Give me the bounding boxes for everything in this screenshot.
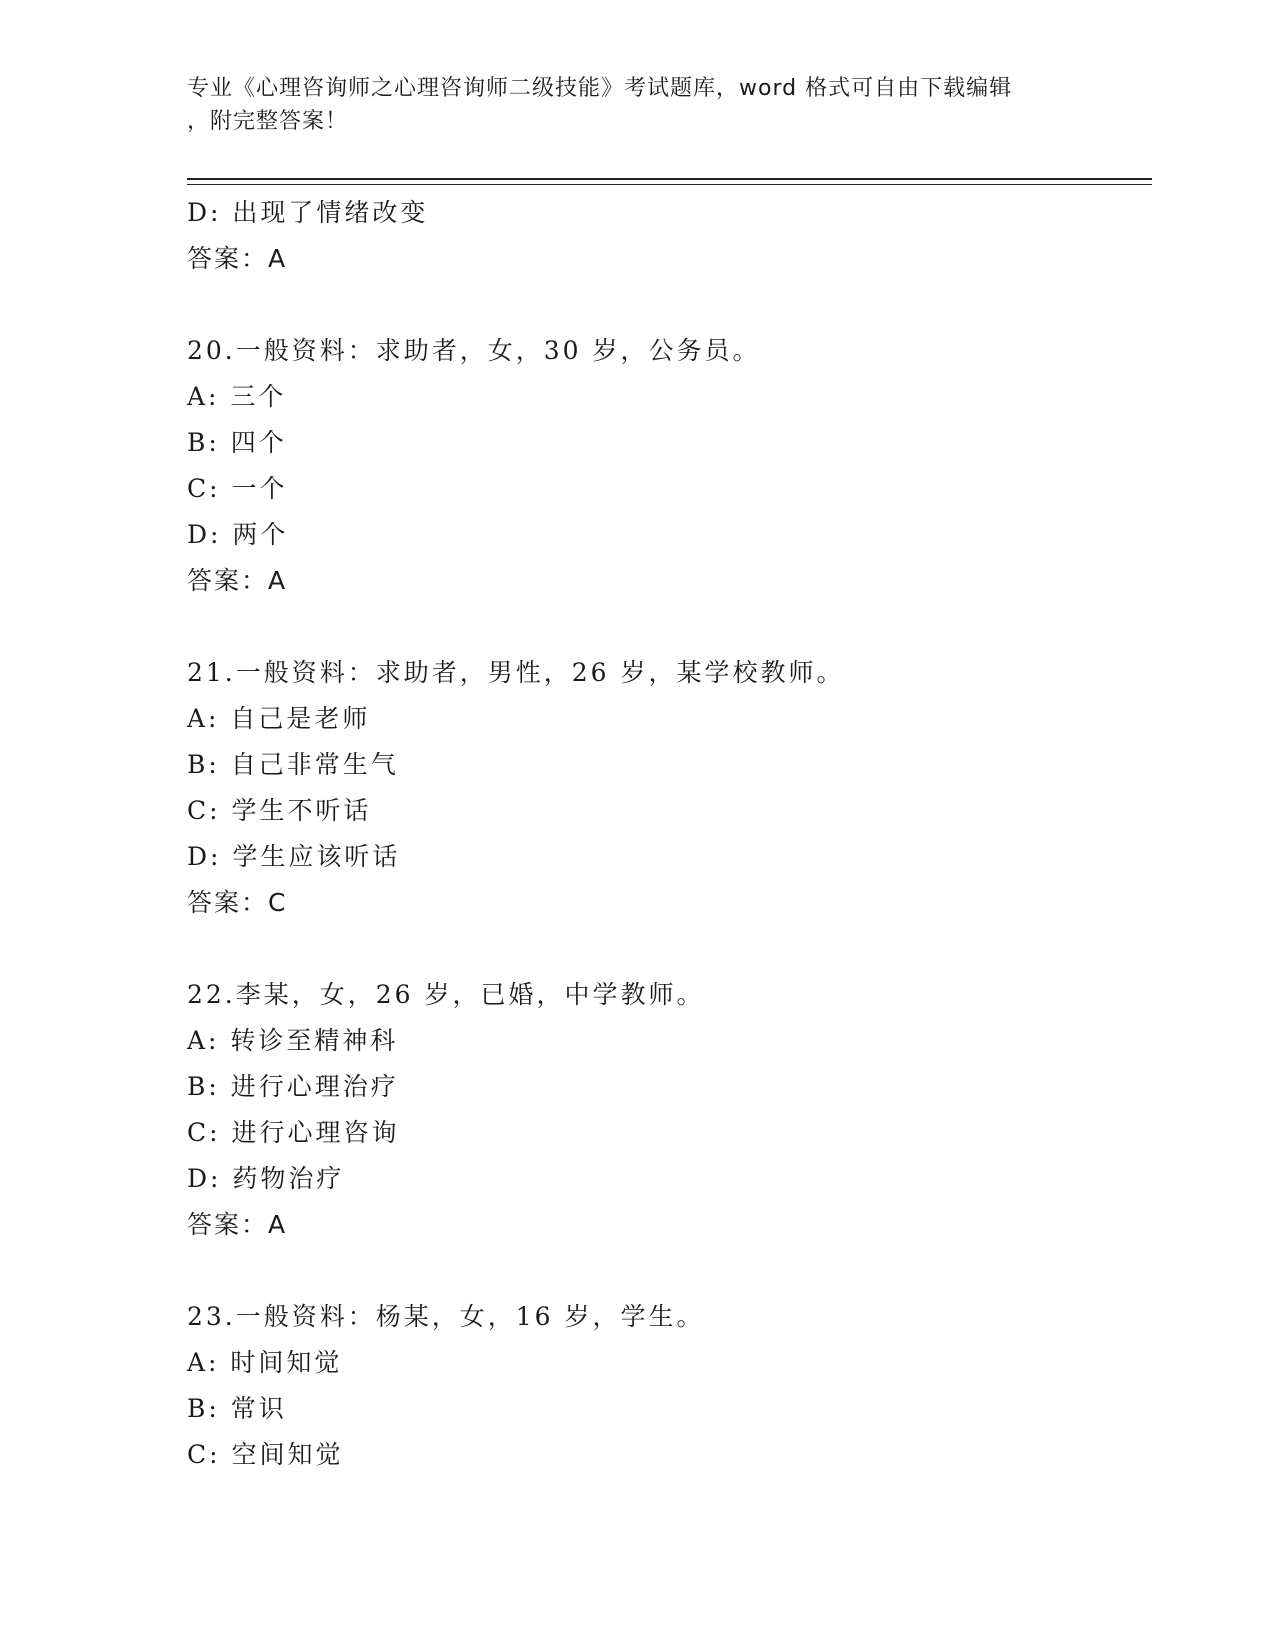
prev-question-answer: 答案：A xyxy=(187,244,288,273)
option-c: C: 学生不听话 xyxy=(187,796,372,825)
question-stem: 21.一般资料：求助者，男性，26 岁，某学校教师。 xyxy=(187,658,845,687)
header-title-line-1: 专业《心理咨询师之心理咨询师二级技能》考试题库，word 格式可自由下载编辑 xyxy=(187,76,1013,101)
option-d: D: 两个 xyxy=(187,520,289,549)
option-a: A: 时间知觉 xyxy=(187,1348,343,1377)
spacer xyxy=(187,282,1147,328)
question-21 xyxy=(187,650,1147,926)
option-c: C: 空间知觉 xyxy=(187,1440,344,1469)
spacer xyxy=(187,604,1147,650)
option-c: C: 一个 xyxy=(187,474,288,503)
question-list xyxy=(187,190,1147,1478)
header-divider-thick xyxy=(187,178,1152,180)
question-stem: 22.李某，女，26 岁，已婚，中学教师。 xyxy=(187,980,705,1009)
question-23 xyxy=(187,1294,1147,1478)
question-22 xyxy=(187,972,1147,1248)
option-d: D: 药物治疗 xyxy=(187,1164,345,1193)
option-a: A: 自己是老师 xyxy=(187,704,371,733)
answer: 答案：A xyxy=(187,1210,288,1239)
option-a: A: 转诊至精神科 xyxy=(187,1026,399,1055)
prev-question-option-d: D: 出现了情绪改变 xyxy=(187,198,429,227)
option-b: B: 自己非常生气 xyxy=(187,750,399,779)
document-header xyxy=(187,72,1087,138)
question-stem: 20.一般资料：求助者，女，30 岁，公务员。 xyxy=(187,336,761,365)
option-b: B: 进行心理治疗 xyxy=(187,1072,399,1101)
option-c: C: 进行心理咨询 xyxy=(187,1118,400,1147)
question-stem: 23.一般资料：杨某，女，16 岁，学生。 xyxy=(187,1302,705,1331)
spacer xyxy=(187,1248,1147,1294)
spacer xyxy=(187,926,1147,972)
header-title-line-2: ，附完整答案！ xyxy=(187,109,349,134)
option-b: B: 常识 xyxy=(187,1394,287,1423)
answer: 答案：C xyxy=(187,888,288,917)
header-divider-thin xyxy=(187,184,1152,185)
option-a: A: 三个 xyxy=(187,382,287,411)
answer: 答案：A xyxy=(187,566,288,595)
question-20 xyxy=(187,328,1147,604)
option-b: B: 四个 xyxy=(187,428,287,457)
option-d: D: 学生应该听话 xyxy=(187,842,401,871)
